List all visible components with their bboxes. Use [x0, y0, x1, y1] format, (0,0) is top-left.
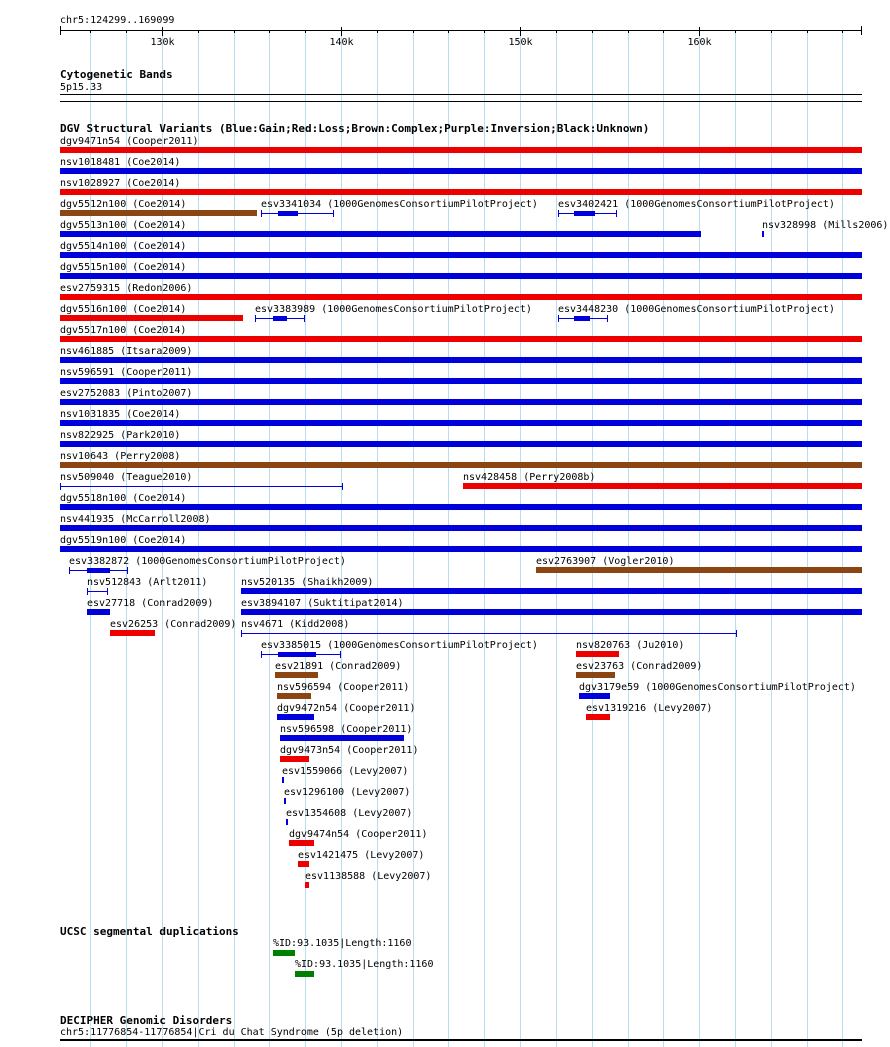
feature-bar[interactable]	[60, 147, 862, 153]
feature-label: dgv9472n54 (Cooper2011)	[277, 703, 416, 714]
decipher-label: chr5:11776854-11776854|Cri du Chat Syndrome (5p deletion)	[60, 1027, 404, 1038]
dgv-track	[60, 136, 888, 888]
feature-bar[interactable]	[60, 399, 862, 405]
segdup-label: %ID:93.1035|Length:1160	[273, 938, 412, 949]
feature-label: esv3341034 (1000GenomesConsortiumPilotProject)	[261, 199, 538, 210]
feature-thick-segment[interactable]	[87, 568, 110, 573]
feature-label: esv23763 (Conrad2009)	[576, 661, 703, 672]
feature-label: dgv9473n54 (Cooper2011)	[280, 745, 419, 756]
feature-label: dgv5515n100 (Coe2014)	[60, 262, 187, 273]
feature-label: dgv5517n100 (Coe2014)	[60, 325, 187, 336]
feature-label: nsv4671 (Kidd2008)	[241, 619, 350, 630]
feature-bar[interactable]	[241, 588, 862, 594]
feature-label: esv1319216 (Levy2007)	[586, 703, 713, 714]
segdup-track	[273, 938, 433, 977]
feature-bar[interactable]	[280, 735, 404, 741]
feature-bar[interactable]	[280, 756, 309, 762]
feature-bar[interactable]	[286, 819, 288, 825]
feature-bar[interactable]	[60, 357, 862, 363]
ruler-tick-label: 160k	[687, 37, 712, 48]
feature-label: nsv1031835 (Coe2014)	[60, 409, 181, 420]
feature-bar[interactable]	[536, 567, 862, 573]
feature-bar[interactable]	[60, 273, 862, 279]
feature-bar[interactable]	[110, 630, 155, 636]
feature-bar[interactable]	[60, 189, 862, 195]
feature-bar[interactable]	[289, 840, 314, 846]
feature-label: esv1354608 (Levy2007)	[286, 808, 413, 819]
grid-lines	[91, 30, 843, 1047]
feature-label: dgv9471n54 (Cooper2011)	[60, 136, 199, 147]
feature-label: nsv596598 (Cooper2011)	[280, 724, 413, 735]
dgv-track-title: DGV Structural Variants (Blue:Gain;Red:Loss;Brown:Complex;Purple:Inversion;Black:Unknown)	[60, 122, 650, 135]
feature-label: esv2759315 (Redon2006)	[60, 283, 193, 294]
feature-label: esv1296100 (Levy2007)	[284, 787, 411, 798]
feature-label: esv27718 (Conrad2009)	[87, 598, 214, 609]
decipher-track	[60, 1027, 862, 1041]
feature-bar[interactable]	[305, 882, 309, 888]
ruler-tick-label: 140k	[329, 37, 354, 48]
feature-bar[interactable]	[282, 777, 284, 783]
feature-label: dgv5512n100 (Coe2014)	[60, 199, 187, 210]
feature-bar[interactable]	[60, 210, 257, 216]
feature-bar[interactable]	[275, 672, 318, 678]
feature-label: nsv596594 (Cooper2011)	[277, 682, 410, 693]
feature-label: nsv509040 (Teague2010)	[60, 472, 193, 483]
feature-bar[interactable]	[60, 420, 862, 426]
feature-label: esv2763907 (Vogler2010)	[536, 556, 675, 567]
feature-label: nsv428458 (Perry2008b)	[463, 472, 596, 483]
feature-bar[interactable]	[60, 294, 862, 300]
segdup-bar[interactable]	[295, 971, 314, 977]
feature-label: dgv5518n100 (Coe2014)	[60, 493, 187, 504]
feature-label: esv26253 (Conrad2009)	[110, 619, 237, 630]
segdup-label: %ID:93.1035|Length:1160	[295, 959, 434, 970]
feature-label: dgv9474n54 (Cooper2011)	[289, 829, 428, 840]
feature-label: esv3402421 (1000GenomesConsortiumPilotProject)	[558, 199, 835, 210]
feature-label: esv3385015 (1000GenomesConsortiumPilotProject)	[261, 640, 538, 651]
feature-bar[interactable]	[284, 798, 286, 804]
feature-label: esv3894107 (Suktitipat2014)	[241, 598, 404, 609]
feature-bar[interactable]	[60, 231, 701, 237]
feature-bar[interactable]	[60, 336, 862, 342]
feature-bar[interactable]	[586, 714, 610, 720]
feature-label: esv3383989 (1000GenomesConsortiumPilotProject)	[255, 304, 532, 315]
feature-label: esv21891 (Conrad2009)	[275, 661, 402, 672]
feature-label: nsv461885 (Itsara2009)	[60, 346, 193, 357]
feature-label: nsv1018481 (Coe2014)	[60, 157, 181, 168]
feature-label: nsv1028927 (Coe2014)	[60, 178, 181, 189]
decipher-bar[interactable]	[60, 1039, 862, 1041]
feature-label: esv3448230 (1000GenomesConsortiumPilotProject)	[558, 304, 835, 315]
feature-bar[interactable]	[60, 462, 862, 468]
cytoband-track-title: Cytogenetic Bands	[60, 68, 173, 81]
feature-label: dgv5513n100 (Coe2014)	[60, 220, 187, 231]
cytoband-label: 5p15.33	[60, 82, 103, 93]
feature-label: dgv5516n100 (Coe2014)	[60, 304, 187, 315]
feature-bar[interactable]	[60, 168, 862, 174]
feature-bar[interactable]	[298, 861, 309, 867]
cytoband-bar	[60, 95, 862, 102]
feature-label: nsv512843 (Arlt2011)	[87, 577, 208, 588]
feature-label: esv2752083 (Pinto2007)	[60, 388, 193, 399]
feature-bar[interactable]	[60, 315, 243, 321]
feature-label: dgv5519n100 (Coe2014)	[60, 535, 187, 546]
feature-bar[interactable]	[277, 693, 311, 699]
feature-thick-segment[interactable]	[273, 316, 287, 321]
ruler-tick-label: 150k	[508, 37, 533, 48]
feature-bar[interactable]	[463, 483, 862, 489]
feature-label: nsv520135 (Shaikh2009)	[241, 577, 374, 588]
feature-label: nsv822925 (Park2010)	[60, 430, 181, 441]
feature-thick-segment[interactable]	[278, 652, 316, 657]
feature-bar[interactable]	[60, 252, 862, 258]
feature-label: esv1138588 (Levy2007)	[305, 871, 432, 882]
feature-label: esv1421475 (Levy2007)	[298, 850, 425, 861]
feature-bar[interactable]	[87, 609, 110, 615]
decipher-track-title: DECIPHER Genomic Disorders	[60, 1014, 233, 1027]
feature-thick-segment[interactable]	[574, 316, 590, 321]
feature-bar[interactable]	[60, 441, 862, 447]
feature-label: dgv3179e59 (1000GenomesConsortiumPilotProject)	[579, 682, 856, 693]
feature-label: nsv10643 (Perry2008)	[60, 451, 181, 462]
feature-bar[interactable]	[60, 504, 862, 510]
feature-thick-segment[interactable]	[278, 211, 298, 216]
coordinate-label: chr5:124299..169099	[60, 15, 175, 26]
feature-thick-segment[interactable]	[574, 211, 595, 216]
feature-label: nsv328998 (Mills2006)	[762, 220, 889, 231]
feature-label: nsv596591 (Cooper2011)	[60, 367, 193, 378]
feature-bar[interactable]	[762, 231, 764, 237]
feature-label: esv3382872 (1000GenomesConsortiumPilotProject)	[69, 556, 346, 567]
feature-bar[interactable]	[60, 546, 862, 552]
feature-label: dgv5514n100 (Coe2014)	[60, 241, 187, 252]
feature-bar[interactable]	[579, 693, 610, 699]
segdup-track-title: UCSC segmental duplications	[60, 925, 239, 938]
feature-label: esv1559066 (Levy2007)	[282, 766, 409, 777]
feature-bar[interactable]	[60, 525, 862, 531]
feature-bar[interactable]	[576, 651, 619, 657]
feature-bar[interactable]	[241, 609, 862, 615]
ruler	[60, 26, 862, 48]
feature-bar[interactable]	[60, 378, 862, 384]
feature-bar[interactable]	[576, 672, 615, 678]
feature-label: nsv820763 (Ju2010)	[576, 640, 685, 651]
feature-bar[interactable]	[277, 714, 314, 720]
feature-label: nsv441935 (McCarroll2008)	[60, 514, 211, 525]
ruler-tick-label: 130k	[150, 37, 175, 48]
segdup-bar[interactable]	[273, 950, 295, 956]
